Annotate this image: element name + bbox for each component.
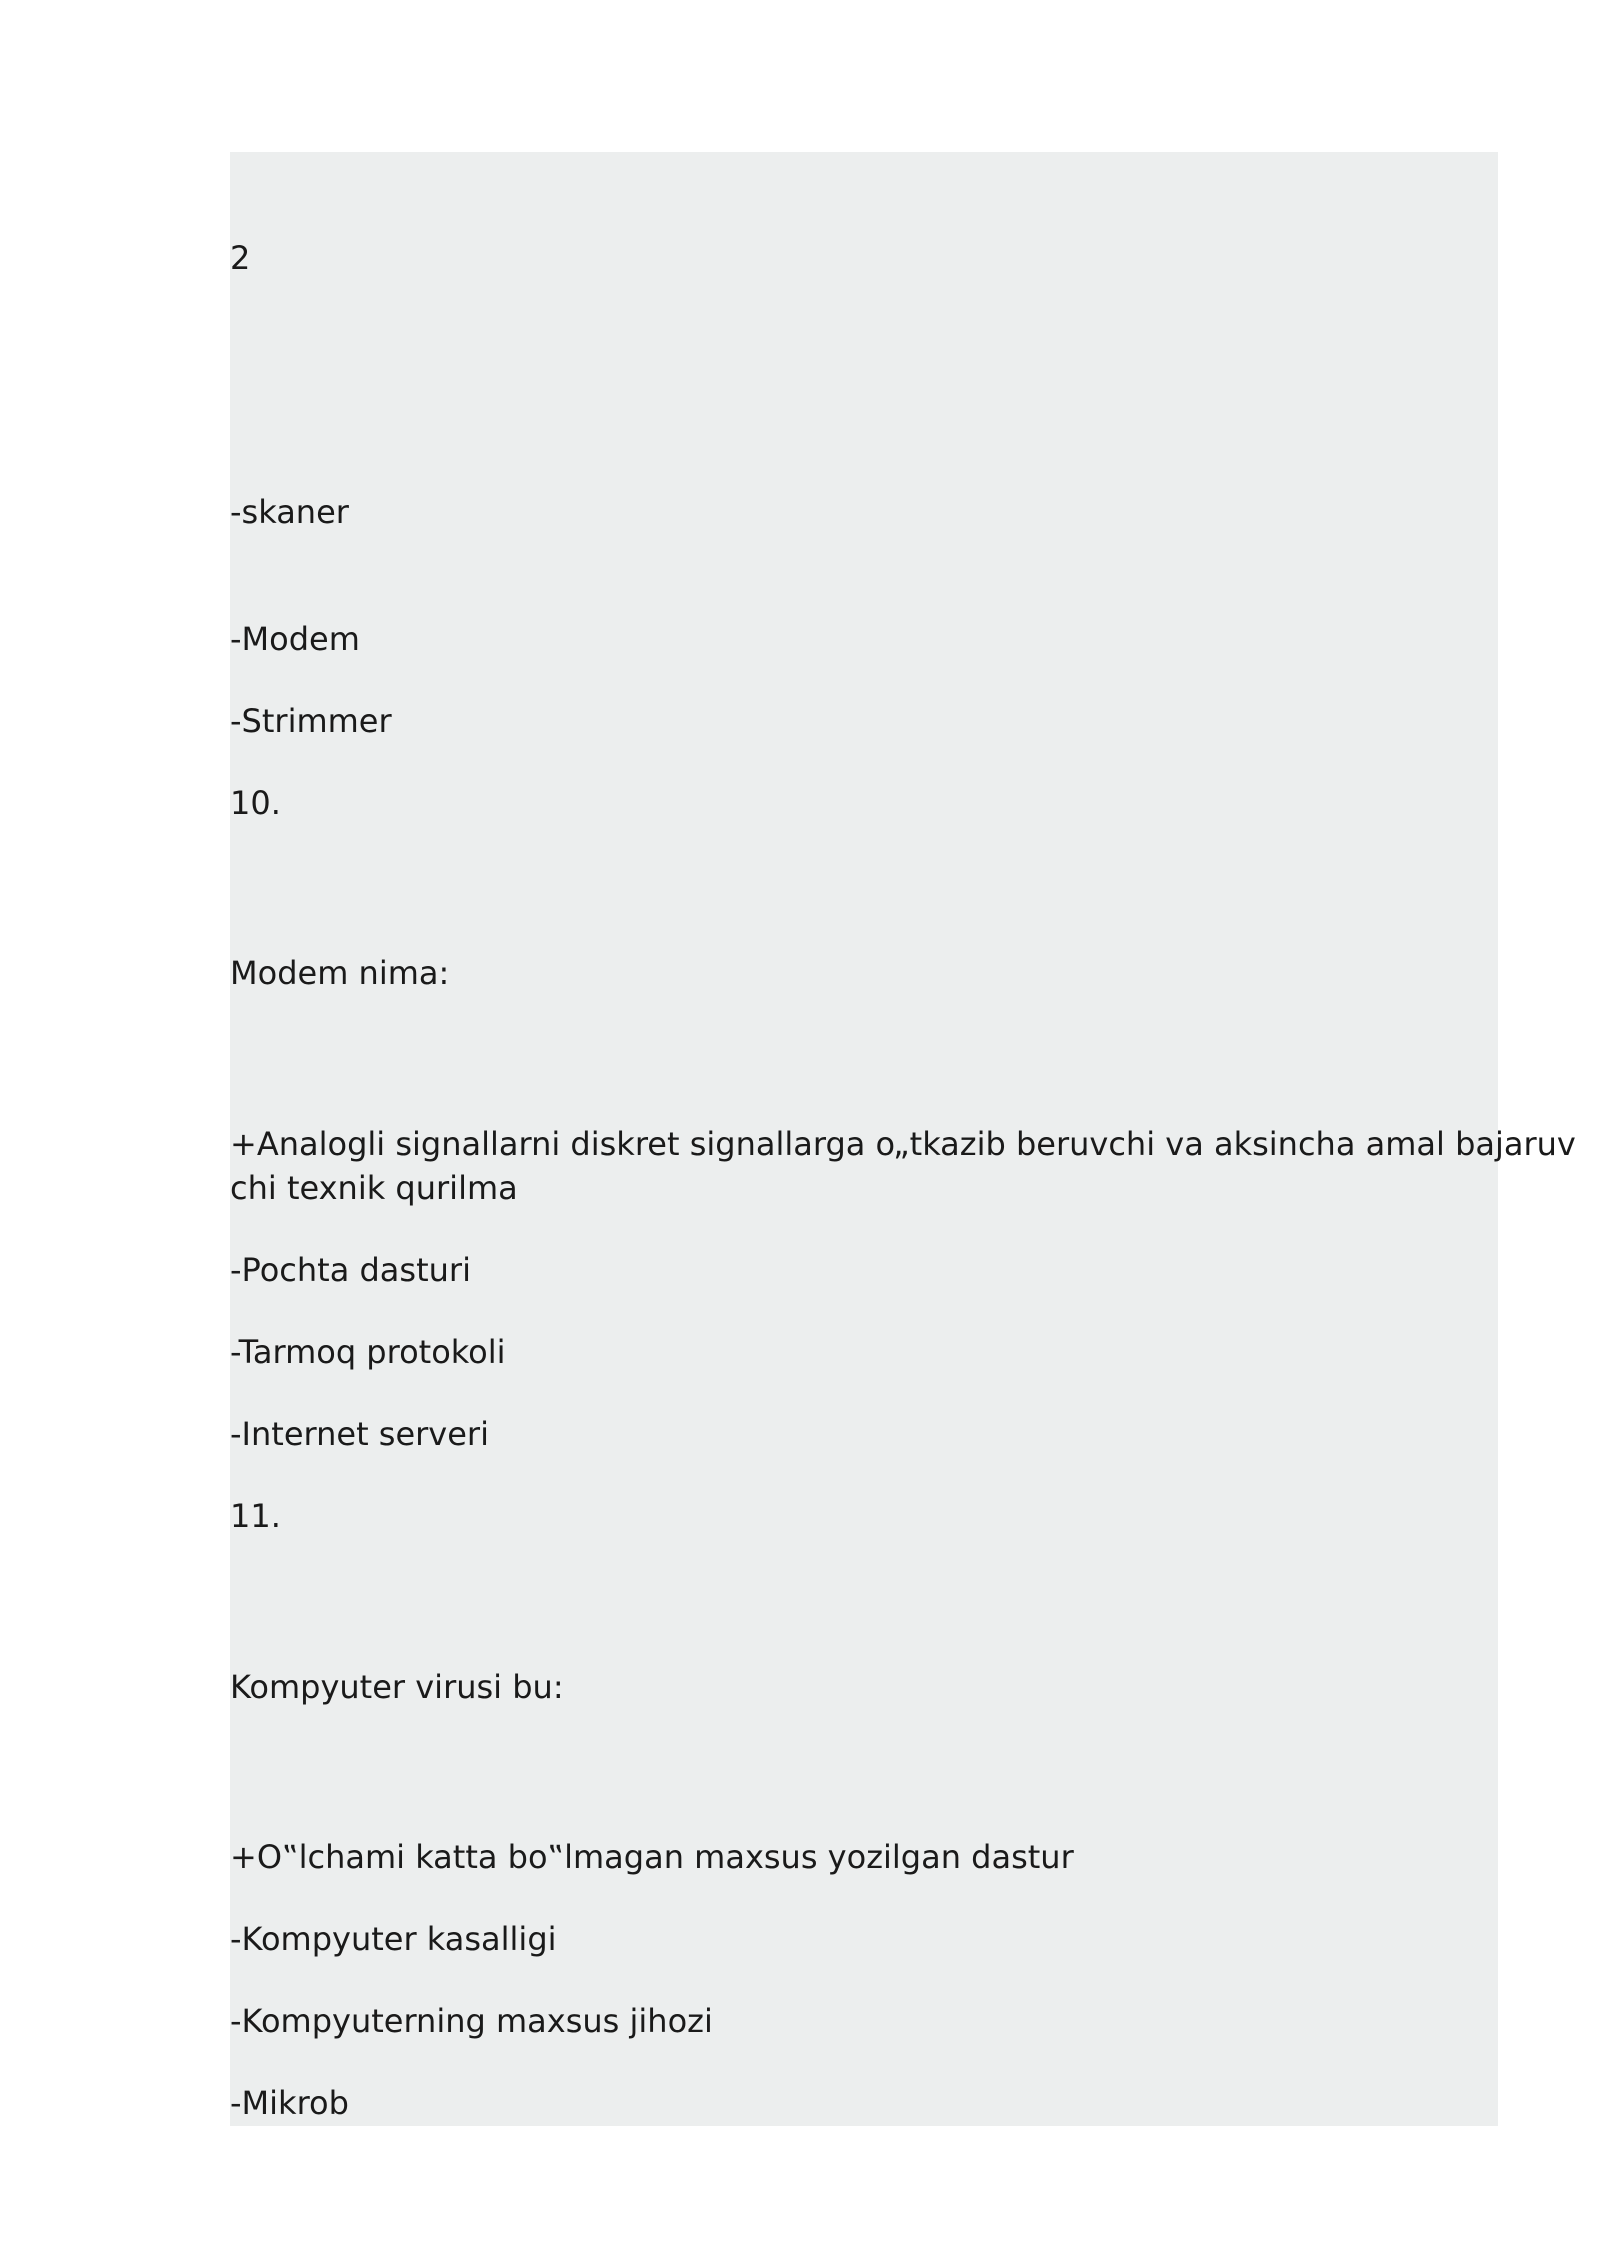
option-text: -skaner (230, 493, 349, 531)
option-text: -Kompyuter kasalligi (230, 1920, 557, 1958)
correct-option-text-continued: chi texnik qurilma (230, 1169, 518, 1207)
question-text: Kompyuter virusi bu: (230, 1668, 564, 1706)
correct-option-text: +O‟lchami katta bo‟lmagan maxsus yozilgan dastur (230, 1838, 1074, 1876)
page-number: 2 (230, 239, 251, 277)
question-number: 10. (230, 784, 281, 822)
option-text: -Strimmer (230, 702, 392, 740)
correct-option-text: +Analogli signallarni diskret signallarga o„tkazib beruvchi va aksincha amal bajaruv (230, 1125, 1576, 1163)
option-text: -Tarmoq protokoli (230, 1333, 506, 1371)
option-text: -Mikrob (230, 2084, 349, 2122)
question-text: Modem nima: (230, 954, 450, 992)
question-number: 11. (230, 1497, 281, 1535)
option-text: -Pochta dasturi (230, 1251, 471, 1289)
option-text: -Modem (230, 620, 360, 658)
option-text: -Kompyuterning maxsus jihozi (230, 2002, 713, 2040)
option-text: -Internet serveri (230, 1415, 489, 1453)
